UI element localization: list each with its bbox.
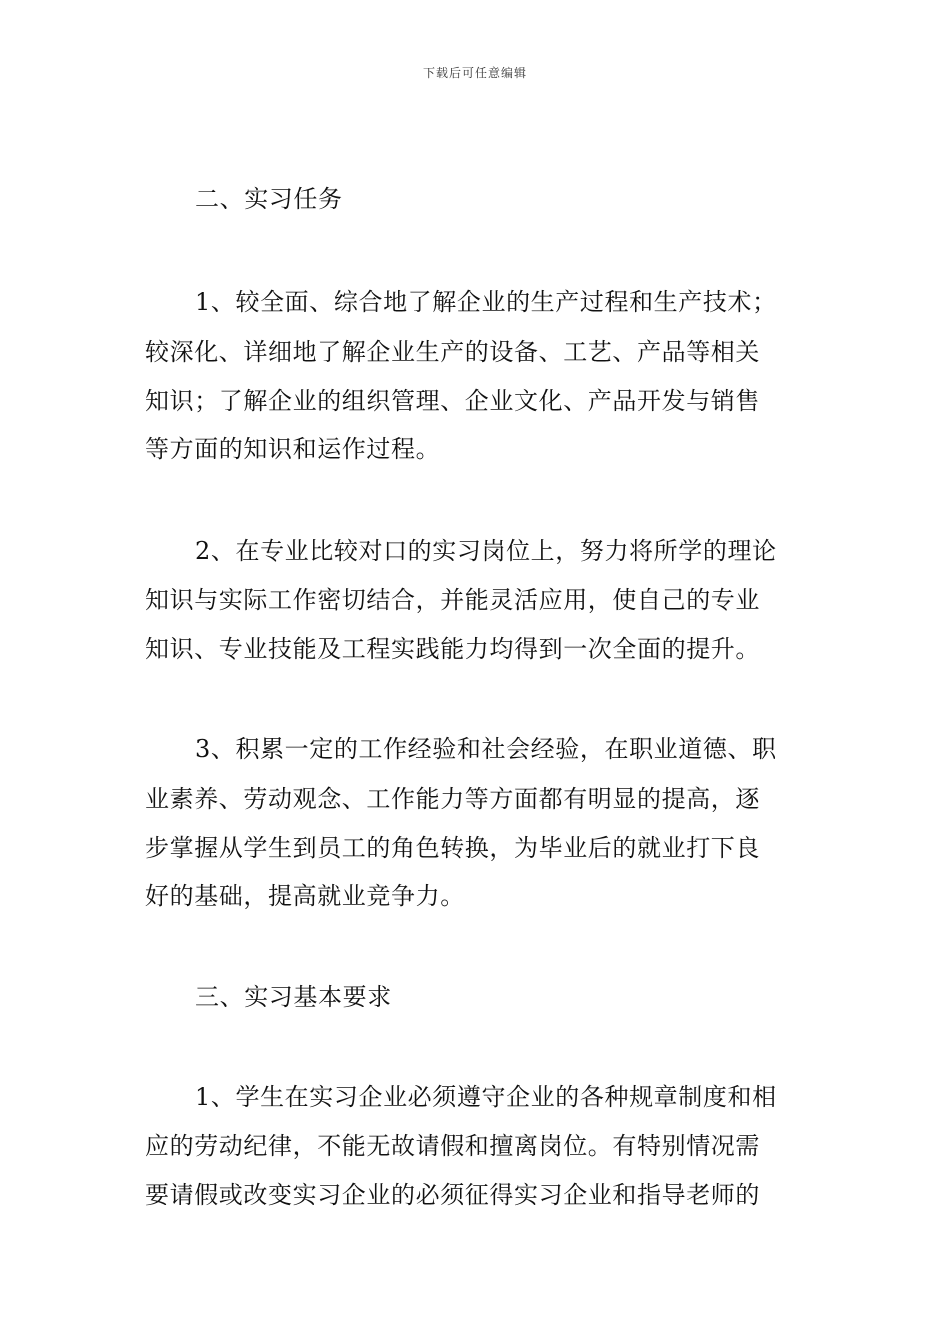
paragraph-line: 2、在专业比较对口的实习岗位上，努力将所学的理论 <box>195 537 777 565</box>
section-heading-tasks: 二、实习任务 <box>195 185 343 213</box>
paragraph-line: 等方面的知识和运作过程。 <box>145 435 441 463</box>
paragraph-line: 步掌握从学生到员工的角色转换，为毕业后的就业打下良 <box>145 834 760 862</box>
paragraph-line: 好的基础，提高就业竞争力。 <box>145 882 465 910</box>
header-note: 下载后可任意编辑 <box>422 66 527 80</box>
paragraph-line: 较深化、详细地了解企业生产的设备、工艺、产品等相关 <box>145 338 760 366</box>
section-heading-requirements: 三、实习基本要求 <box>195 983 392 1011</box>
paragraph-line: 知识、专业技能及工程实践能力均得到一次全面的提升。 <box>145 635 760 663</box>
paragraph-line: 业素养、劳动观念、工作能力等方面都有明显的提高，逐 <box>145 785 760 813</box>
paragraph-line: 应的劳动纪律，不能无故请假和擅离岗位。有特别情况需 <box>145 1132 760 1160</box>
paragraph-line: 1、学生在实习企业必须遵守企业的各种规章制度和相 <box>195 1083 777 1111</box>
paragraph-line: 知识；了解企业的组织管理、企业文化、产品开发与销售 <box>145 387 760 415</box>
paragraph-line: 3、积累一定的工作经验和社会经验，在职业道德、职 <box>195 735 777 763</box>
paragraph-line: 知识与实际工作密切结合，并能灵活应用，使自己的专业 <box>145 586 760 614</box>
paragraph-line: 要请假或改变实习企业的必须征得实习企业和指导老师的 <box>145 1181 760 1209</box>
paragraph-line: 1、较全面、综合地了解企业的生产过程和生产技术； <box>195 288 777 316</box>
